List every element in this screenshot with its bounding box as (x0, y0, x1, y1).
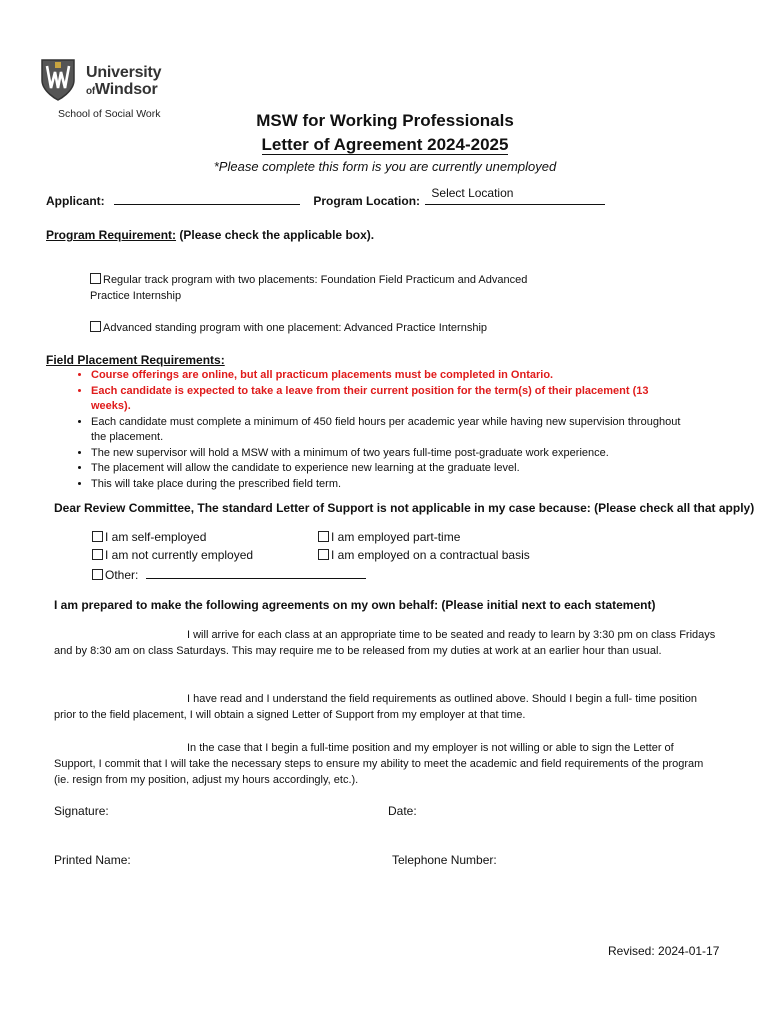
option-part-time[interactable]: I am employed part-time (318, 530, 460, 544)
revised-date: Revised: 2024-01-17 (608, 944, 720, 958)
checkbox-not-employed[interactable] (92, 549, 103, 560)
list-item: • This will take place during the prescribed field term. (91, 477, 681, 493)
checkbox-contractual[interactable] (318, 549, 329, 560)
list-item: • Each candidate is expected to take a leave from their current position for the term(s) of their placement (13 weeks). (91, 384, 681, 415)
option-not-employed[interactable]: I am not currently employed (92, 548, 253, 562)
checkbox-part-time[interactable] (318, 531, 329, 542)
logo-windsor-text: ofWindsor (86, 81, 158, 98)
checkbox-other[interactable] (92, 569, 103, 580)
checkbox-self-employed[interactable] (92, 531, 103, 542)
form-subtitle: Letter of Agreement 2024-2025 (261, 135, 509, 154)
other-field[interactable] (146, 566, 366, 579)
form-note: *Please complete this form is you are currently unemployed (213, 159, 557, 174)
form-title: MSW for Working Professionals (256, 111, 514, 130)
field-placement-heading: Field Placement Requirements: (46, 353, 225, 367)
applicant-row (46, 186, 605, 208)
program-location-label: Program Location: (313, 194, 421, 208)
printed-name-label: Printed Name: (54, 853, 131, 867)
applicant-field[interactable] (114, 192, 300, 205)
program-location-select[interactable]: Select Location (425, 192, 605, 205)
option-other[interactable]: Other: (92, 566, 366, 582)
list-item: • The placement will allow the candidate to experience new learning at the graduate level. (91, 461, 681, 477)
agreement-2: I have read and I understand the field requirements as outlined above. Should I begin a full- time position prior to the field placement, I will obtain a signed Letter of Support from my employer at that time. (54, 693, 697, 721)
list-item: • Course offerings are online, but all practicum placements must be completed in Ontario. (91, 368, 681, 384)
shield-icon (40, 58, 76, 102)
program-requirement-heading: Program Requirement: (Please check the applicable box). (46, 228, 375, 242)
checkbox-regular-track[interactable] (90, 273, 101, 284)
applicant-label: Applicant: (46, 194, 105, 208)
list-item: • Each candidate must complete a minimum of 450 field hours per academic year while having new supervision throughout the placement. (91, 415, 681, 446)
option-contractual[interactable]: I am employed on a contractual basis (318, 548, 530, 562)
option-self-employed[interactable]: I am self-employed (92, 530, 206, 544)
dear-review-committee: Dear Review Committee, The standard Letter of Support is not applicable in my case because: (Please check all that apply) (54, 501, 755, 515)
option-regular-track[interactable]: Regular track program with two placements: Foundation Field Practicum and Advanced Practice Internship (90, 274, 528, 302)
field-requirements-list (60, 368, 681, 492)
logo-university-text: University (86, 64, 162, 81)
agreement-1: I will arrive for each class at an appropriate time to be seated and ready to learn by 3:30 pm on class Fridays and by 8:30 am on class Saturdays. This may require me to be released from my duties at work at an earlier hour than usual. (54, 629, 716, 657)
agreements-heading: I am prepared to make the following agreements on my own behalf: (Please initial next to each statement) (54, 598, 656, 612)
signature-label: Signature: (54, 804, 109, 818)
date-label: Date: (388, 804, 417, 818)
checkbox-advanced-standing[interactable] (90, 321, 101, 332)
list-item: • The new supervisor will hold a MSW with a minimum of two years full-time post-graduate work experience. (91, 446, 681, 462)
agreement-3: In the case that I begin a full-time position and my employer is not willing or able to sign the Letter of Support, I commit that I will take the necessary steps to ensure my ability to meet the academic and field requirements of the program (ie. resign from my position, adjust my hours accordingly, etc.). (54, 742, 704, 786)
telephone-label: Telephone Number: (392, 853, 497, 867)
option-advanced-standing[interactable]: Advanced standing program with one placement: Advanced Practice Internship (90, 320, 487, 336)
logo-school-text: School of Social Work (58, 108, 161, 120)
